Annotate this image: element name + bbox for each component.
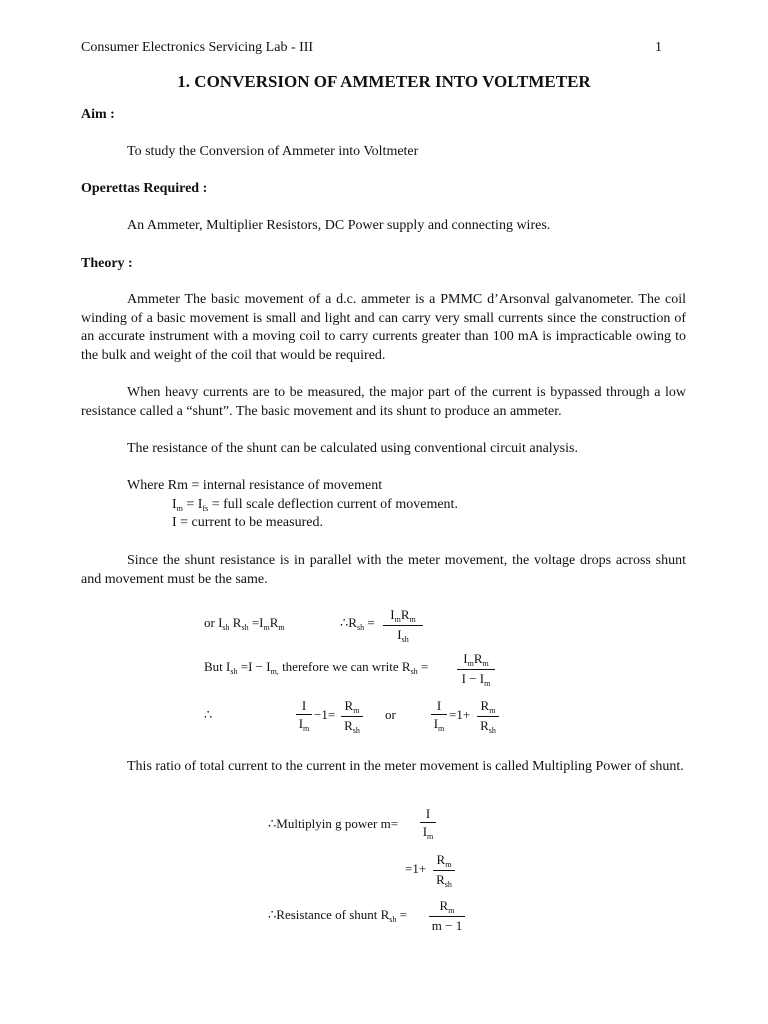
therefore-symbol: ∴ xyxy=(204,707,213,722)
theory-paragraph-5: This ratio of total current to the current in the meter movement is called Multipling Power of shunt. xyxy=(127,759,684,774)
equation-rsh-lhs: $\therefore R_{sh}$ = xyxy=(340,615,375,632)
or-word: or xyxy=(385,707,396,722)
equals-one-plus: =1+ xyxy=(449,707,471,722)
theory-paragraph-2: When heavy currents are to be measured, the major part of the current is bypassed through a low resistance called a “shunt”. The basic movement and its shunt to produce an ammeter. xyxy=(81,385,686,419)
where-im: $I_m = I_{fs}$ = full scale deflection current of movement. xyxy=(172,497,458,513)
where-i: I = current to be measured. xyxy=(172,515,323,530)
fraction-rm-over-rsh-a: $R_m$ $R_{sh}$ xyxy=(341,697,363,736)
theory-paragraph-4: Since the shunt resistance is in parallel with the meter movement, the voltage drops across shunt and movement must be the same. xyxy=(81,553,686,587)
fraction-rm-over-m-minus-1: $R_m$ m − 1 xyxy=(429,897,465,934)
fraction-i-over-im-c: I $I_m$ xyxy=(420,805,436,842)
page-number: 1 xyxy=(655,40,662,55)
theory-heading: Theory : xyxy=(81,256,133,271)
resistance-of-shunt-label: ∴Resistance of shunt $R_{sh}$ = xyxy=(268,907,408,924)
equation-but-ish: But $I_{sh} =I - I_{m,}$ therefore we can write $R_{sh}$ = xyxy=(204,659,429,676)
required-text: An Ammeter, Multiplier Resistors, DC Power supply and connecting wires. xyxy=(127,218,551,233)
fraction-im-rm-over-i-minus-im: $I_mR_m$ $I - I_m$ xyxy=(457,650,495,689)
fraction-rm-over-rsh-b: $R_m$ $R_{sh}$ xyxy=(477,697,499,736)
theory-paragraph-3: The resistance of the shunt can be calculated using conventional circuit analysis. xyxy=(127,441,578,456)
fraction-i-over-im-b: I $I_m$ xyxy=(431,697,447,734)
aim-text: To study the Conversion of Ammeter into Voltmeter xyxy=(127,144,419,159)
minus-one-equals: −1= xyxy=(314,707,336,722)
aim-heading: Aim : xyxy=(81,107,115,122)
equation-shunt-voltage: or $I_{sh}$ $R_{sh} =I_mR_m$ xyxy=(204,615,285,632)
fraction-im-rm-over-ish: $I_mR_m$ $I_{sh}$ xyxy=(383,606,423,645)
running-header: Consumer Electronics Servicing Lab - III xyxy=(81,40,314,55)
where-rm: Where Rm = internal resistance of movement xyxy=(127,478,383,493)
multiplying-power-label: ∴Multiplyin g power m= xyxy=(268,816,399,831)
one-plus: =1+ xyxy=(405,861,427,876)
theory-paragraph-1: Ammeter The basic movement of a d.c. ammeter is a PMMC d’Arsonval galvanometer. The coil winding of a basic movement is small and light and can carry very small currents since the construction of an accurate instrument with a moving coil to carry currents greater than 100 mA is impracticable owing to the bulk and weight of the coil that would be required. xyxy=(81,292,686,363)
fraction-rm-over-rsh-c: $R_m$ $R_{sh}$ xyxy=(433,851,455,890)
fraction-i-over-im-a: I $I_m$ xyxy=(296,697,312,734)
required-heading: Operettas Required : xyxy=(81,181,208,196)
page-title: 1. CONVERSION OF AMMETER INTO VOLTMETER xyxy=(177,72,591,91)
